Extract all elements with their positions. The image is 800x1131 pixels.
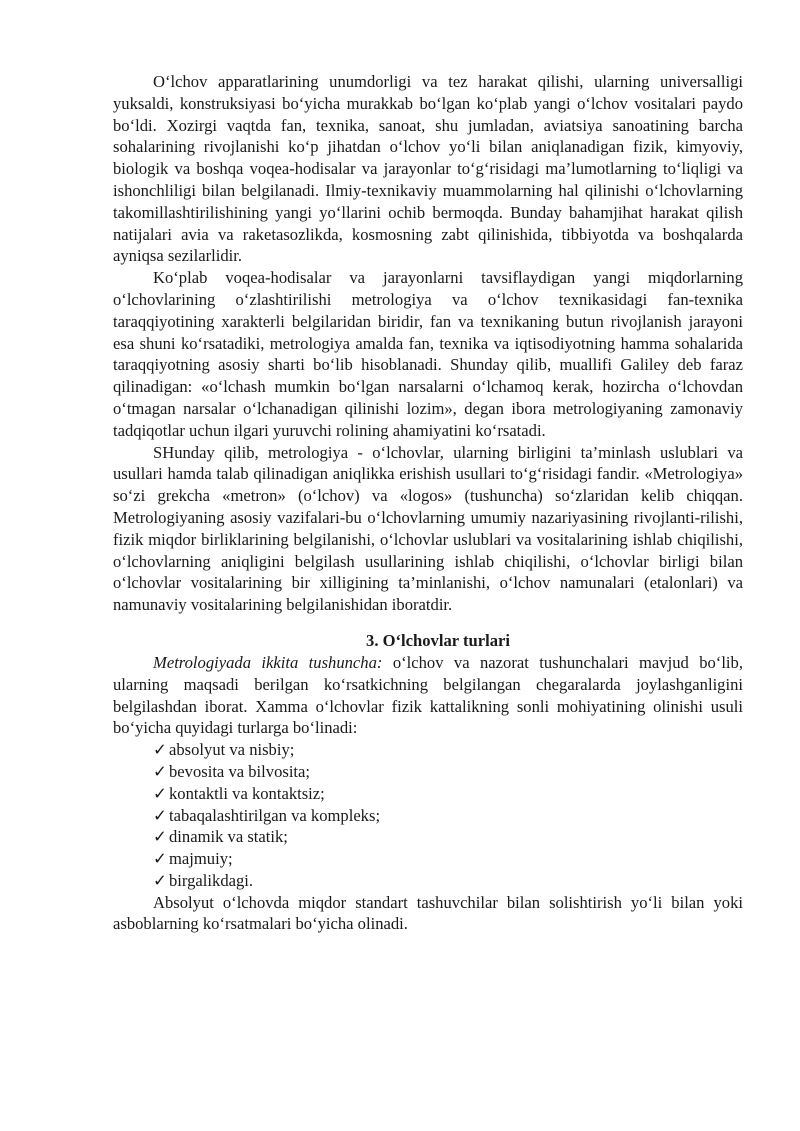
list-item: ✓ kontaktli va kontaktsiz; xyxy=(153,783,325,803)
check-mark-icon: ✓ xyxy=(153,761,167,781)
list-item: ✓ dinamik va statik; xyxy=(153,827,288,847)
intro-paragraph xyxy=(113,652,743,739)
intro-text: o‘lchov va nazorat tushunchalari mavjud bo‘lib, ularning maqsadi berilgan ko‘rsatkichning belgilangan chegaralarda joylashganligini belgilashdan iborat. Xamma o‘lchovlar fizik kattalikning sonli mohiyatining olinishi usuli bo‘yicha quyidagi turlarga bo‘linadi: xyxy=(113,652,743,738)
check-mark-icon: ✓ xyxy=(153,827,167,847)
list-item: ✓ birgalikdagi. xyxy=(153,870,254,890)
paragraph-1: O‘lchov apparatlarining unumdorligi va tez harakat qilishi, ularning universalligi yuksaldi, konstruksiyasi bo‘yicha murakkab bo‘lgan ko‘plab yangi o‘lchov vositalari paydo bo‘ldi. Xozirgi vaqtda fan, texnika, sanoat, shu jumladan, aviatsiya sanoatining barcha sohalarining rivojlanishi ko‘p jihatdan o‘lchov yo‘li bilan aniqlanadigan fizik, kimyoviy, biologik va boshqa voqea-hodisalar va jarayonlar to‘g‘risidagi ma’lumotlarning to‘liqligi va ishonchliligi bilan belgilanadi. Ilmiy-texnikaviy muammolarning hal qilinishi o‘lchovlarning takomillashtirilishining yangi yo‘llarini ochib bermoqda. Bunday bahamjihat harakat qilish natijalari avia va raketasozlikda, kosmosning zabt qilinishida, tibbiyotda va boshqalarda ayniqsa sezilarlidir. xyxy=(113,72,743,266)
measurement-types-list xyxy=(113,739,743,892)
check-mark-icon: ✓ xyxy=(153,870,167,890)
check-mark-icon: ✓ xyxy=(153,805,167,825)
list-item: ✓ tabaqalashtirilgan va kompleks; xyxy=(153,805,381,825)
check-mark-icon: ✓ xyxy=(153,783,167,803)
list-item: ✓ absolyut va nisbiy; xyxy=(153,740,295,760)
list-item: ✓ bevosita va bilvosita; xyxy=(153,761,311,781)
page-content xyxy=(113,71,743,935)
section-heading: 3. O‘lchovlar turlari xyxy=(366,630,510,650)
paragraph-2: Ko‘plab voqea-hodisalar va jarayonlarni tavsiflaydigan yangi miqdorlarning o‘lchovlarining o‘zlashtirilishi metrologiya va o‘lchov texnikasidagi fan-texnika taraqqiyotining xarakterli belgilaridan biridir, fan va texnikaning butun rivojlanish jarayoni esa shuni ko‘rsatadiki, metrologiya amalda fan, texnika va iqtisodiyotning hamma sohalarida taraqqiyotning asosiy sharti bo‘lib hisoblanadi. Shunday qilib, muallifi Galiley deb faraz qilinadigan: «o‘lchash mumkin bo‘lgan narsalarni o‘lchamoq kerak, hozircha o‘lchovdan o‘tmagan narsalar o‘lchanadigan qilinishi lozim», degan ibora metrologiyaning zamonaviy tadqiqotlar uchun ilgari yuruvchi rolining ahamiyatini ko‘rsatadi. xyxy=(113,268,743,440)
check-mark-icon: ✓ xyxy=(153,740,167,760)
closing-paragraph: Absolyut o‘lchovda miqdor standart tashuvchilar bilan solishtirish yo‘li bilan yoki asboblarning ko‘rsatmalari bo‘yicha olinadi. xyxy=(113,892,743,934)
paragraph-3: SHunday qilib, metrologiya - o‘lchovlar, ularning birligini ta’minlash uslublari va usullari hamda talab qilinadigan aniqlikka erishish usullari to‘g‘risidagi fandir. «Metrologiya» so‘zi grekcha «metron» (o‘lchov) va «logos» (tushuncha) so‘zlaridan kelib chiqqan. Metrologiyaning asosiy vazifalari-bu o‘lchovlarning umumiy nazariyasining rivojlanti-rilishi, fizik miqdor birliklarining belgilanishi, o‘lchovlar uslublari va vositalarining ishlab chiqilishi, o‘lchovlarning aniqligini belgilash usullarining ishlab chiqilishi, o‘lchovlar birligi bilan o‘lchovlar vositalarining bir xilligining ta’minlanishi, o‘lchov namunalari (etalonlari) va namunaviy vositalarining belgilanishidan iboratdir. xyxy=(113,442,743,615)
list-item: ✓ majmuiy; xyxy=(153,849,233,869)
check-mark-icon: ✓ xyxy=(153,849,167,869)
intro-italic-lead: Metrologiyada ikkita tushuncha: xyxy=(153,652,383,672)
